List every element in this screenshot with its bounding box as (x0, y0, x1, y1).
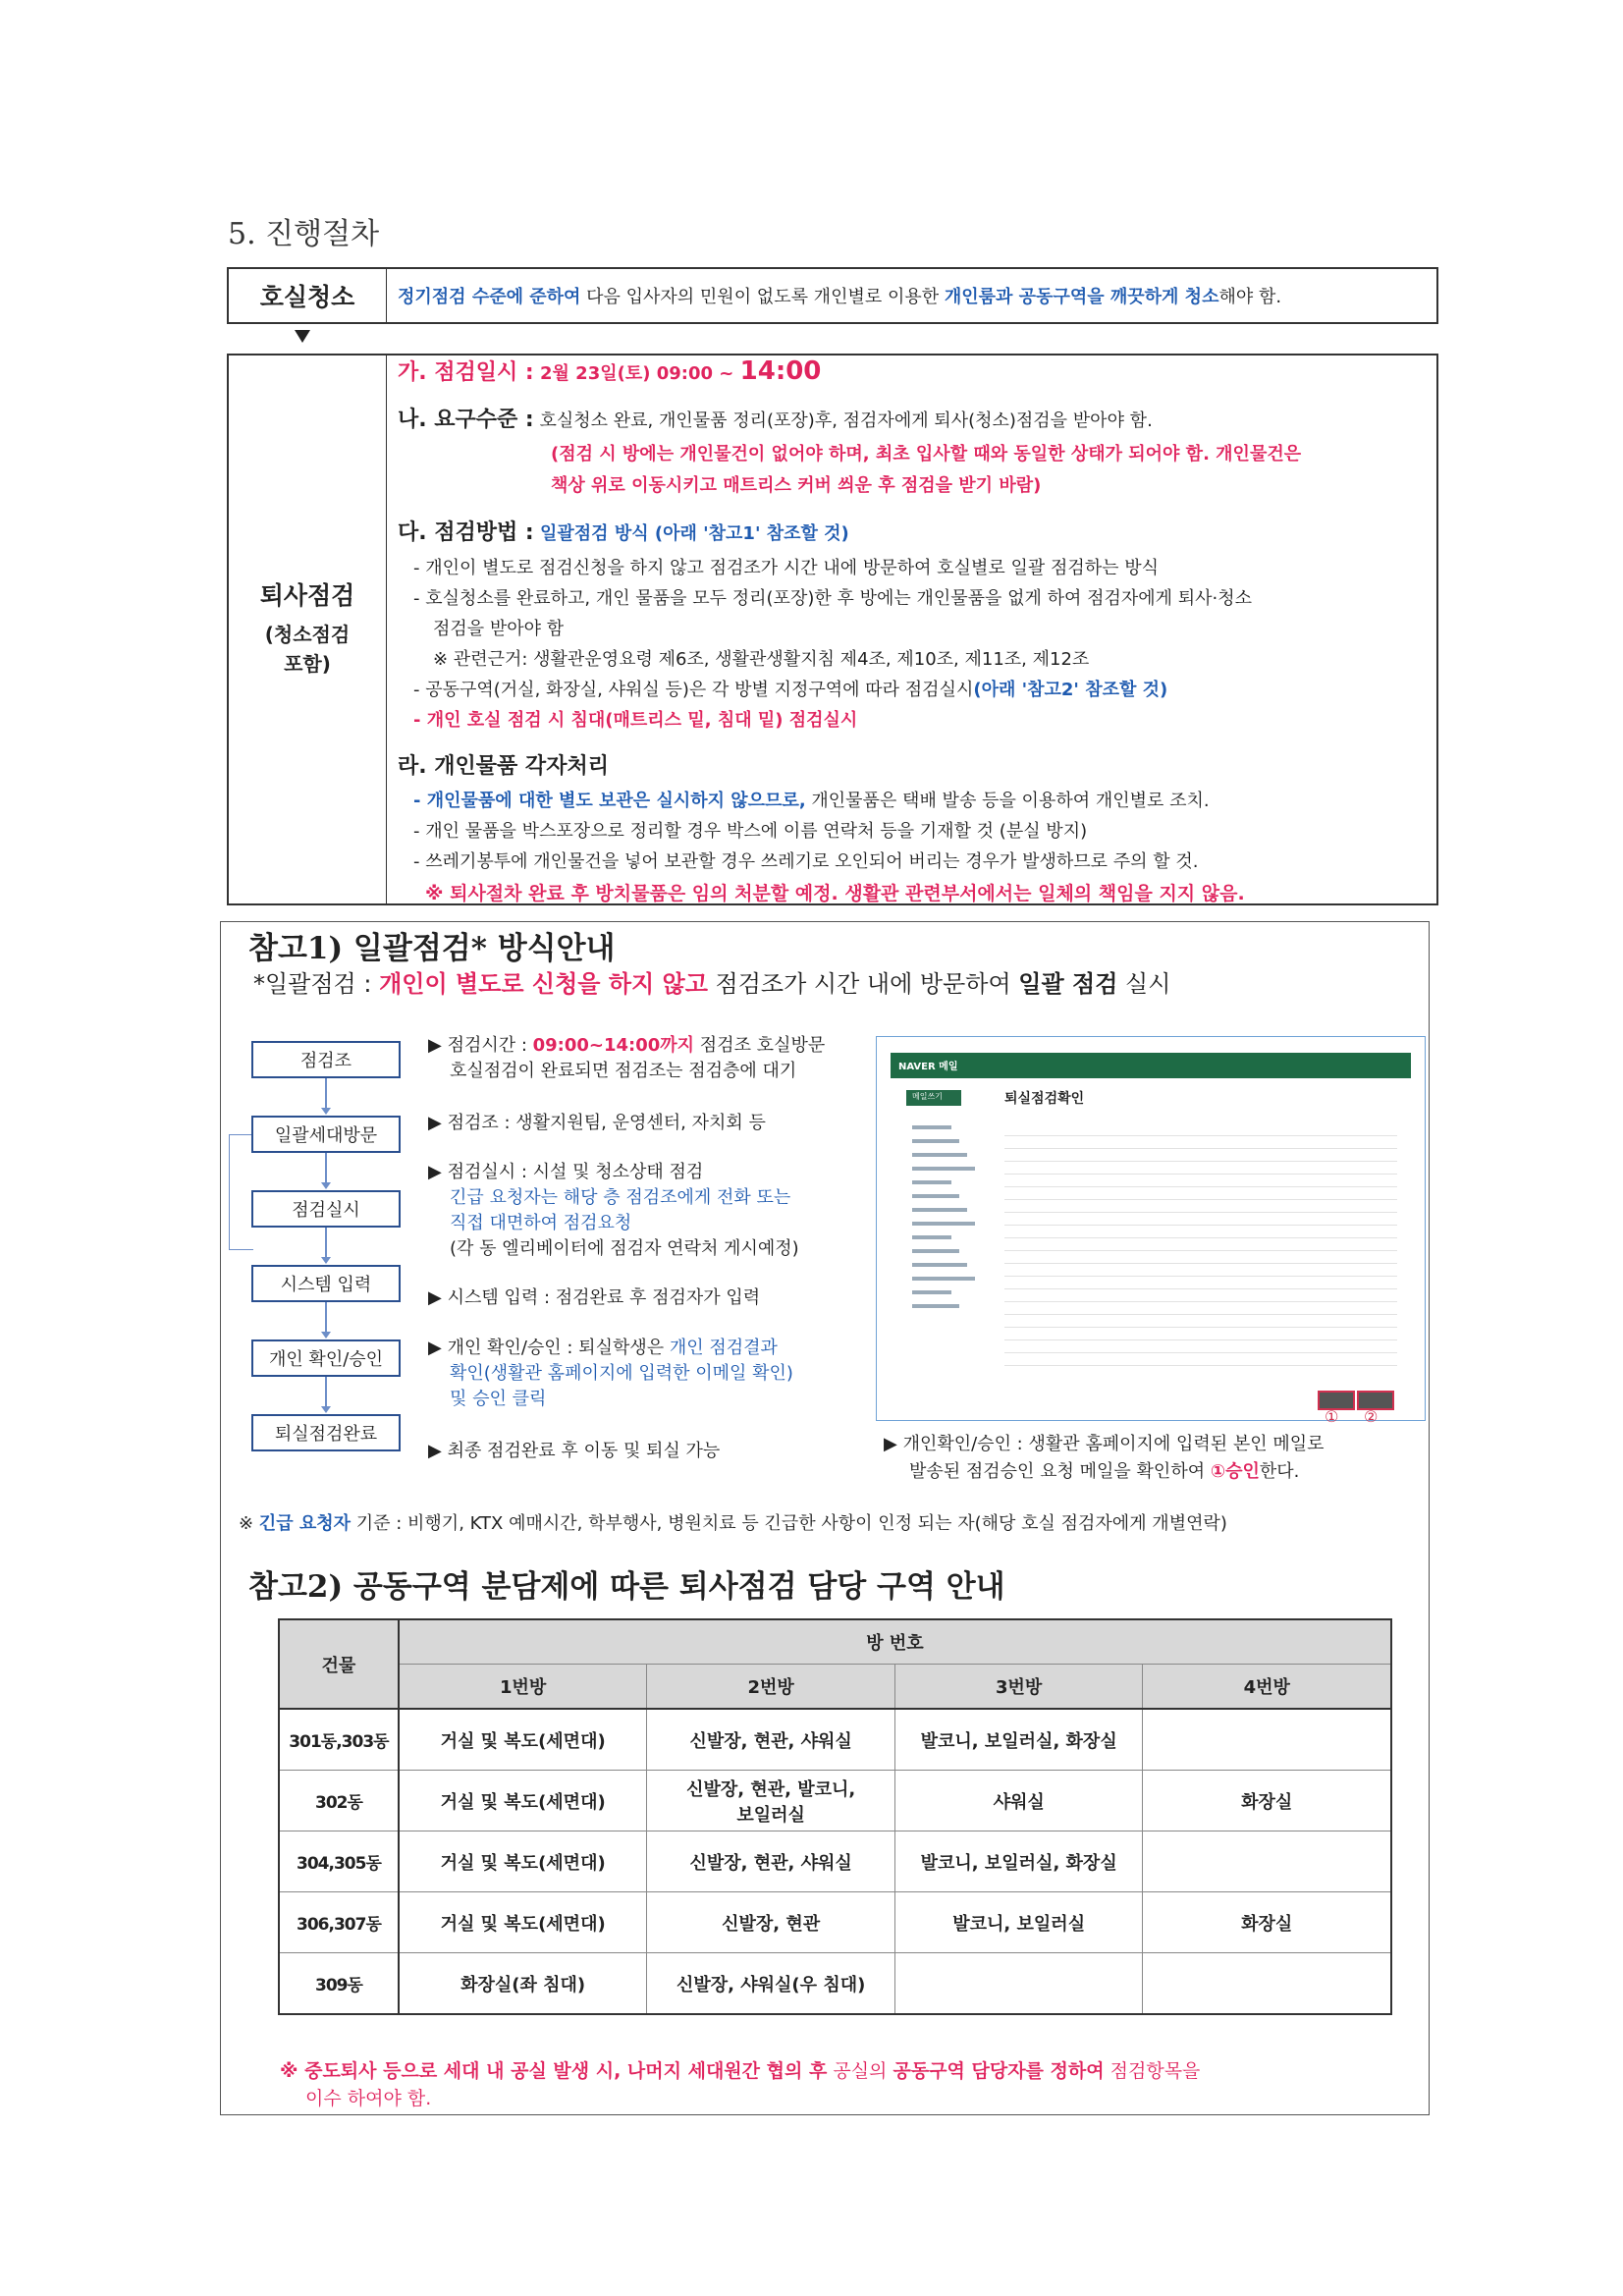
urgent-note-text: 기준 : 비행기, KTX 예매시간, 학부행사, 병원치료 등 긴급한 사항이 인정 되는 자(해당 호실 점검자에게 개별연락) (351, 1513, 1227, 1534)
desc-approve-a2: 개인 점검결과 (669, 1338, 778, 1358)
screenshot-table-row (1004, 1161, 1397, 1162)
screenshot-sidebar-item (912, 1208, 967, 1212)
table-header-building: 건물 (279, 1619, 399, 1709)
screenshot-table-row (1004, 1212, 1397, 1213)
screenshot-caption-2 (909, 1457, 1299, 1483)
table-row (279, 1771, 1391, 1831)
room-cleaning-text-4: 해야 함. (1218, 287, 1282, 307)
flow-step-6: 퇴실점검완료 (251, 1414, 401, 1451)
ref2-note-b: 공실의 (827, 2060, 893, 2082)
screenshot-title: 퇴실점검확인 (1004, 1091, 1085, 1107)
table-header-room: 방 번호 (399, 1619, 1391, 1665)
checkout-c-line4: ※ 관련근거: 생활관운영요령 제6조, 생활관생활지침 제4조, 제10조, 제11조, 제12조 (433, 649, 1090, 670)
table-cell: 발코니, 보일러실, 화장실 (894, 1831, 1143, 1892)
table-cell-multiline (647, 1771, 895, 1831)
ref1-def-mid: 점검조가 시간 내에 방문하여 (707, 970, 1019, 998)
checkout-b-red1: (점검 시 방에는 개인물건이 없어야 하며, 최초 입사할 때와 동일한 상태가 되어야 함. 개인물건은 (551, 444, 1302, 465)
screenshot-sidebar-item (912, 1194, 959, 1198)
flow-arrowhead-2 (321, 1182, 331, 1189)
table-cell: 화장실 (1143, 1771, 1391, 1831)
checkout-label-cell (229, 355, 387, 903)
room-cleaning-box (227, 267, 1438, 324)
screenshot-caption-1: ▶ 개인확인/승인 : 생활관 홈페이지에 입력된 본인 메일로 (884, 1434, 1325, 1454)
table-header-room-1: 1번방 (399, 1665, 647, 1710)
flow-step-3: 점검실시 (251, 1190, 401, 1228)
table-cell: 화장실 (1143, 1892, 1391, 1953)
checkout-d-line2: - 개인 물품을 박스포장으로 정리할 경우 박스에 이름 연락처 등을 기재할 것 (분실 방지) (413, 821, 1088, 842)
screenshot-sidebar-item (912, 1290, 951, 1294)
screenshot-sidebar-item (912, 1222, 975, 1226)
table-row (279, 1892, 1391, 1953)
ref2-note-line1 (280, 2056, 1200, 2083)
table-cell: 신발장, 현관 (647, 1892, 895, 1953)
desc-team: ▶ 점검조 : 생활지원팀, 운영센터, 자치회 등 (428, 1113, 766, 1133)
screenshot-caption-2c: 한다. (1259, 1461, 1300, 1482)
checkout-a-date: 2월 23일(토) 09:00 ~ (533, 363, 740, 384)
screenshot-sidebar-item (912, 1180, 951, 1184)
flow-arrow-5 (325, 1377, 327, 1406)
room-cleaning-label: 호실청소 (229, 269, 387, 322)
room-cleaning-text (398, 269, 1281, 322)
checkout-c-line5a: - 공동구역(거실, 화장실, 샤워실 등)은 각 방별 지정구역에 따라 점검실시 (413, 680, 974, 700)
table-row (279, 1709, 1391, 1771)
checkout-c-line1: - 개인이 별도로 점검신청을 하지 않고 점검조가 시간 내에 방문하여 호실별로 일괄 점검하는 방식 (413, 558, 1160, 578)
table-cell-building: 301동,303동 (279, 1709, 399, 1771)
table-cell: 신발장, 현관, 샤워실 (647, 1709, 895, 1771)
checkout-c-line5b: (아래 '참고2' 참조할 것) (973, 680, 1168, 700)
table-cell: 거실 및 복도(세면대) (399, 1771, 647, 1831)
desc-time-c: 점검조 호실방문 (694, 1035, 826, 1056)
screenshot-table-row (1004, 1250, 1397, 1251)
screenshot-table-row (1004, 1276, 1397, 1277)
screenshot-table-row (1004, 1352, 1397, 1353)
screenshot-caption-2a: 발송된 점검승인 요청 메일을 확인하여 (909, 1461, 1211, 1482)
table-cell (894, 1953, 1143, 2015)
desc-inspect-b: 긴급 요청자는 해당 층 점검조에게 전화 또는 (450, 1187, 791, 1208)
flow-arrowhead-3 (321, 1257, 331, 1264)
table-row (279, 1831, 1391, 1892)
screenshot-naver-logo: NAVER 메일 (898, 1062, 958, 1072)
checkout-b (398, 403, 1153, 433)
screenshot-sidebar-item (912, 1139, 959, 1143)
ref1-title: 참고1) 일괄점검* 방식안내 (248, 931, 616, 966)
table-cell-line2: 보일러실 (736, 1804, 805, 1826)
desc-approve-d: 및 승인 클릭 (450, 1389, 547, 1409)
table-header-room-3: 3번방 (894, 1665, 1143, 1710)
table-header-room-2: 2번방 (647, 1665, 895, 1710)
ref1-def-end: 실시 (1117, 970, 1171, 998)
screenshot-caption-2b: ①승인 (1210, 1461, 1260, 1482)
table-cell: 신발장, 샤워실(우 침대) (647, 1953, 895, 2015)
checkout-c-head: 다. 점검방법 : (398, 520, 534, 545)
checkout-a (398, 355, 821, 386)
screenshot-table-row (1004, 1327, 1397, 1328)
table-cell-building: 302동 (279, 1771, 399, 1831)
screenshot-sidebar-item (912, 1304, 959, 1308)
screenshot-sidebar-item (912, 1235, 951, 1239)
table-cell: 발코니, 보일러실 (894, 1892, 1143, 1953)
ref2-note-line2: 이수 하여야 함. (305, 2088, 432, 2109)
checkout-label-sub2: 포함) (284, 652, 331, 676)
desc-time-b: 09:00~14:00까지 (532, 1035, 695, 1056)
desc-inspect-d: (각 동 엘리베이터에 점검자 연락처 게시예정) (450, 1238, 799, 1259)
screenshot-topbar (891, 1053, 1411, 1078)
checkout-b-text: 호실청소 완료, 개인물품 정리(포장)후, 점검자에게 퇴사(청소)점검을 받아야 함. (533, 410, 1153, 431)
flow-arrow-1 (325, 1078, 327, 1108)
flow-arrow-2 (325, 1153, 327, 1182)
urgent-note-prefix: ※ (239, 1513, 259, 1534)
desc-approve-c: 확인(생활관 홈페이지에 입력한 이메일 확인) (450, 1363, 793, 1384)
screenshot-mark-2: ② (1364, 1407, 1379, 1426)
screenshot-table-row (1004, 1225, 1397, 1226)
checkout-b-head: 나. 요구수준 : (398, 408, 534, 432)
screenshot-table-row (1004, 1237, 1397, 1238)
table-cell-line1: 신발장, 현관, 발코니, (686, 1778, 856, 1800)
desc-approve-a (428, 1336, 778, 1361)
flow-arrow-3 (325, 1228, 327, 1257)
table-cell: 신발장, 현관, 샤워실 (647, 1831, 895, 1892)
screenshot-compose-label: 메일쓰기 (912, 1092, 943, 1101)
screenshot-sidebar-item (912, 1153, 967, 1157)
flow-arrow-4 (325, 1302, 327, 1332)
table-cell: 발코니, 보일러실, 화장실 (894, 1709, 1143, 1771)
section-title: 5. 진행절차 (228, 217, 380, 251)
ref2-note-a: ※ 중도퇴사 등으로 세대 내 공실 발생 시, 나머지 세대원간 협의 후 (280, 2060, 828, 2082)
checkout-d-head: 라. 개인물품 각자처리 (398, 754, 609, 779)
urgent-note (239, 1509, 1227, 1535)
table-cell (1143, 1831, 1391, 1892)
table-cell: 샤워실 (894, 1771, 1143, 1831)
checkout-label-main: 퇴사점검 (259, 581, 355, 610)
flow-arrowhead-4 (321, 1332, 331, 1339)
screenshot-table-row (1004, 1174, 1397, 1175)
checkout-label-sub1: (청소점검 (264, 623, 351, 646)
desc-system: ▶ 시스템 입력 : 점검완료 후 점검자가 입력 (428, 1287, 761, 1308)
room-cleaning-text-2: 다음 입사자의 민원이 없도록 개인별로 이용한 (580, 287, 945, 307)
checkout-d-line3: - 쓰레기봉투에 개인물건을 넣어 보관할 경우 쓰레기로 오인되어 버리는 경우가 발생하므로 주의 할 것. (413, 851, 1199, 872)
checkout-box (227, 354, 1438, 905)
screenshot-table-row (1004, 1301, 1397, 1302)
screenshot-table-row (1004, 1339, 1397, 1340)
ref2-note-d: 점검항목을 (1104, 2060, 1201, 2082)
room-cleaning-text-3: 개인룸과 공동구역을 깨끗하게 청소 (944, 287, 1219, 307)
checkout-a-time: 14:00 (739, 356, 822, 386)
screenshot-table-row (1004, 1135, 1397, 1136)
room-cleaning-text-1: 정기점검 수준에 준하여 (398, 287, 581, 307)
table-cell (1143, 1709, 1391, 1771)
screenshot-sidebar-item (912, 1125, 951, 1129)
urgent-note-bold: 긴급 요청자 (258, 1513, 352, 1534)
checkout-a-head: 가. 점검일시 : (398, 360, 534, 385)
screenshot-table-row (1004, 1186, 1397, 1187)
checkout-d-line1a: - 개인물품에 대한 별도 보관은 실시하지 않으므로, (413, 791, 806, 811)
checkout-c-line3: 점검을 받아야 함 (433, 619, 565, 639)
ref1-def-red: 개인이 별도로 신청을 하지 않고 (379, 970, 708, 998)
ref1-def-prefix: *일괄점검 : (253, 970, 380, 998)
ref1-definition (253, 964, 1170, 999)
desc-time-a: ▶ 점검시간 : (428, 1035, 533, 1056)
flow-arrowhead-5 (321, 1406, 331, 1413)
table-cell-building: 309동 (279, 1953, 399, 2015)
checkout-c-line6: - 개인 호실 점검 시 침대(매트리스 밑, 침대 밑) 점검실시 (413, 710, 858, 731)
screenshot-table-row (1004, 1314, 1397, 1315)
zone-table (278, 1618, 1392, 2015)
screenshot-sidebar-item (912, 1263, 967, 1267)
table-cell: 거실 및 복도(세면대) (399, 1831, 647, 1892)
table-row (279, 1953, 1391, 2015)
checkout-d-line1b: 개인물품은 택배 발송 등을 이용하여 개인별로 조치. (805, 791, 1210, 811)
desc-inspect-a: ▶ 점검실시 : 시설 및 청소상태 점검 (428, 1162, 704, 1182)
screenshot-table-row (1004, 1199, 1397, 1200)
screenshot-table-row (1004, 1148, 1397, 1149)
checkout-c-blue: 일괄점검 방식 (아래 '참고1' 참조할 것) (533, 523, 849, 544)
flow-arrowhead-1 (321, 1108, 331, 1115)
screenshot-table-row (1004, 1288, 1397, 1289)
screenshot-sidebar-item (912, 1167, 975, 1171)
table-cell-building: 306,307동 (279, 1892, 399, 1953)
table-cell: 거실 및 복도(세면대) (399, 1892, 647, 1953)
table-cell: 거실 및 복도(세면대) (399, 1709, 647, 1771)
desc-inspect-c: 직접 대면하여 점검요청 (450, 1213, 632, 1233)
flow-step-4: 시스템 입력 (251, 1265, 401, 1302)
ref2-title: 참고2) 공동구역 분담제에 따른 퇴사점검 담당 구역 안내 (248, 1569, 1005, 1605)
table-header-room-4: 4번방 (1143, 1665, 1391, 1710)
table-cell-building: 304,305동 (279, 1831, 399, 1892)
screenshot-sidebar-item (912, 1249, 959, 1253)
flow-step-2: 일괄세대방문 (251, 1116, 401, 1153)
desc-approve-a1: ▶ 개인 확인/승인 : 퇴실학생은 (428, 1338, 670, 1358)
checkout-screenshot (876, 1036, 1426, 1426)
screenshot-mark-1: ① (1325, 1407, 1339, 1426)
table-cell (1143, 1953, 1391, 2015)
checkout-d-line1 (413, 787, 1210, 812)
screenshot-table-row (1004, 1365, 1397, 1366)
checkout-c-line2: - 호실청소를 완료하고, 개인 물품을 모두 정리(포장)한 후 방에는 개인물품을 없게 하여 점검자에게 퇴사·청소 (413, 588, 1253, 609)
ref2-note-c: 공동구역 담당자를 정하여 (893, 2060, 1105, 2082)
checkout-b-red2: 책상 위로 이동시키고 매트리스 커버 씌운 후 점검을 받기 바람) (551, 475, 1042, 496)
table-cell: 화장실(좌 침대) (399, 1953, 647, 2015)
screenshot-sidebar-item (912, 1277, 975, 1281)
checkout-c (398, 516, 849, 546)
flow-step-5: 개인 확인/승인 (251, 1339, 401, 1377)
ref1-def-bold: 일괄 점검 (1018, 970, 1118, 998)
desc-final: ▶ 최종 점검완료 후 이동 및 퇴실 가능 (428, 1441, 721, 1461)
flow-step-1: 점검조 (251, 1041, 401, 1078)
arrow-down-icon (295, 330, 310, 343)
checkout-warning: ※ 퇴사절차 완료 후 방치물품은 임의 처분할 예정. 생활관 관련부서에서는 일체의 책임을 지지 않음. (425, 883, 1245, 904)
desc-time-d: 호실점검이 완료되면 점검조는 점검층에 대기 (450, 1061, 797, 1081)
screenshot-table-row (1004, 1263, 1397, 1264)
flow-loop-line (229, 1134, 253, 1250)
desc-time (428, 1033, 825, 1059)
checkout-c-line5 (413, 676, 1167, 701)
